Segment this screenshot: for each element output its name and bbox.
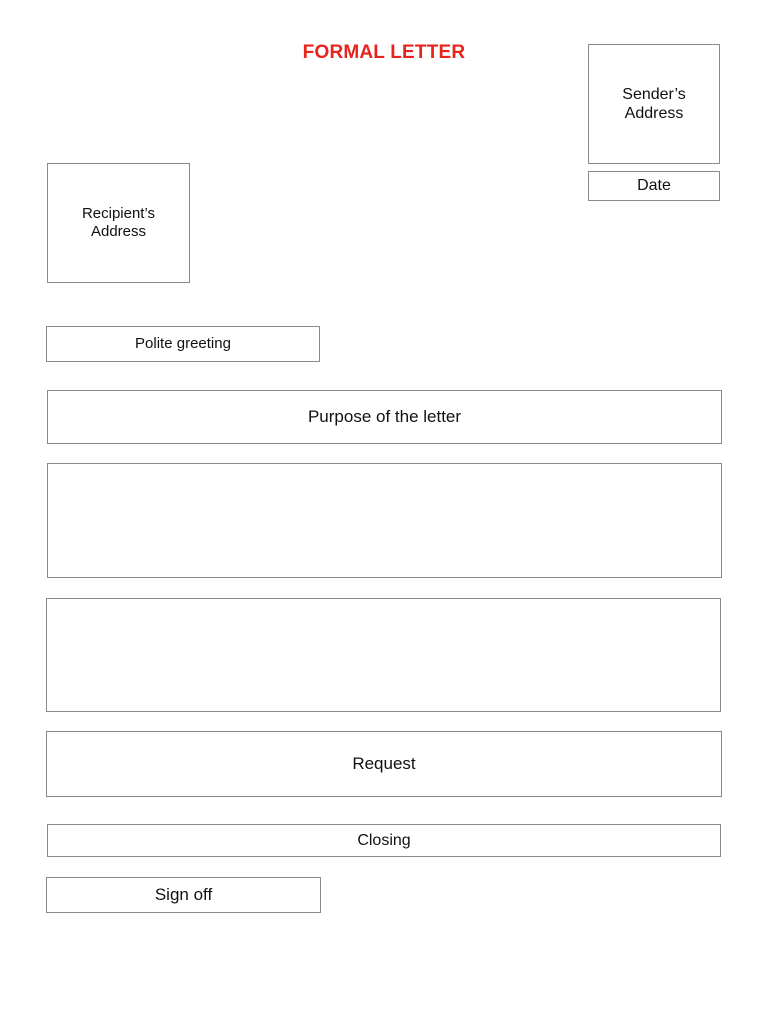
polite-greeting-label: Polite greeting bbox=[135, 335, 231, 352]
page-title: FORMAL LETTER bbox=[302, 42, 466, 63]
date-label: Date bbox=[637, 177, 671, 195]
sign-off-box bbox=[46, 877, 321, 913]
senders-address-label: Sender’s Address bbox=[622, 85, 686, 122]
purpose-label: Purpose of the letter bbox=[307, 406, 462, 426]
senders-address-box bbox=[588, 44, 720, 164]
sign-off-label: Sign off bbox=[154, 884, 213, 904]
body-paragraph-box-1 bbox=[47, 463, 722, 578]
body-paragraph-box-2 bbox=[46, 598, 721, 712]
request-label: Request bbox=[352, 753, 416, 773]
request-box bbox=[46, 731, 722, 797]
recipients-address-label: Recipient’s Address bbox=[81, 205, 156, 240]
purpose-box bbox=[47, 390, 722, 444]
polite-greeting-box bbox=[46, 326, 320, 362]
recipients-address-box bbox=[47, 163, 190, 283]
date-box bbox=[588, 171, 720, 201]
closing-label: Closing bbox=[357, 831, 411, 849]
closing-box bbox=[47, 824, 721, 857]
